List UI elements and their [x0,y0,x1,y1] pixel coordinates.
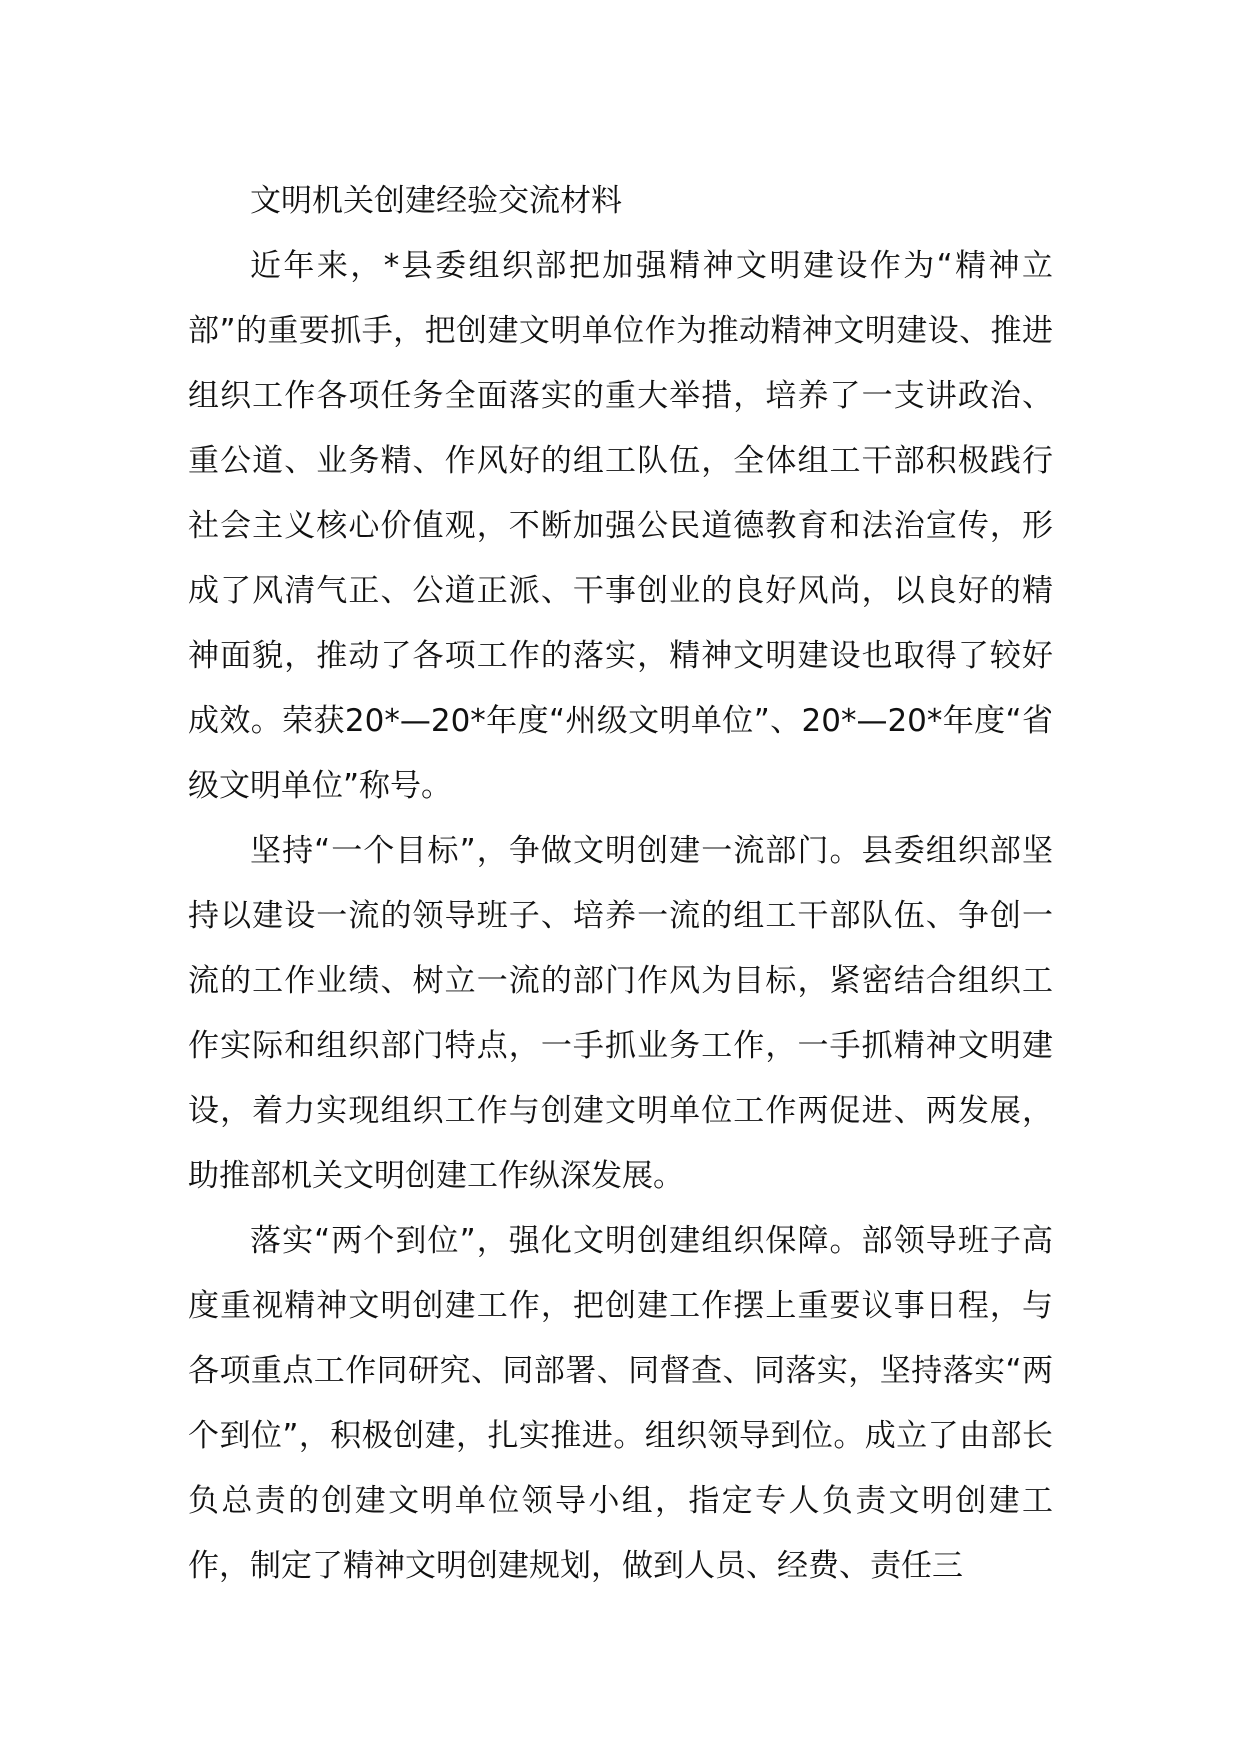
paragraph-one-goal: 坚持“一个目标”，争做文明创建一流部门。县委组织部坚持以建设一流的领导班子、培养一流的组工干部队伍、争创一流的工作业绩、树立一流的部门作风为目标，紧密结合组织工作实际和组织部门特点，一手抓业务工作，一手抓精神文明建设，着力实现组织工作与创建文明单位工作两促进、两发展，助推部机关文明创建工作纵深发展。 [188,833,1053,1194]
paragraph-intro: 近年来，*县委组织部把加强精神文明建设作为“精神立部”的重要抓手，把创建文明单位作为推动精神文明建设、推进组织工作各项任务全面落实的重大举措，培养了一支讲政治、重公道、业务精、作风好的组工队伍，全体组工干部积极践行社会主义核心价值观，不断加强公民道德教育和法治宣传，形成了风清气正、公道正派、干事创业的良好风尚，以良好的精神面貌，推动了各项工作的落实，精神文明建设也取得了较好成效。荣获20*—20*年度“州级文明单位”、20*—20*年度“省级文明单位”称号。 [188,248,1053,804]
document-title: 文明机关创建经验交流材料 [250,183,622,219]
paragraph-two-in-place: 落实“两个到位”，强化文明创建组织保障。部领导班子高度重视精神文明创建工作，把创建工作摆上重要议事日程，与各项重点工作同研究、同部署、同督查、同落实，坚持落实“两个到位”，积极创建，扎实推进。组织领导到位。成立了由部长负总责的创建文明单位领导小组，指定专人负责文明创建工作，制定了精神文明创建规划，做到人员、经费、责任三 [188,1223,1053,1584]
document-body [188,169,1053,1599]
